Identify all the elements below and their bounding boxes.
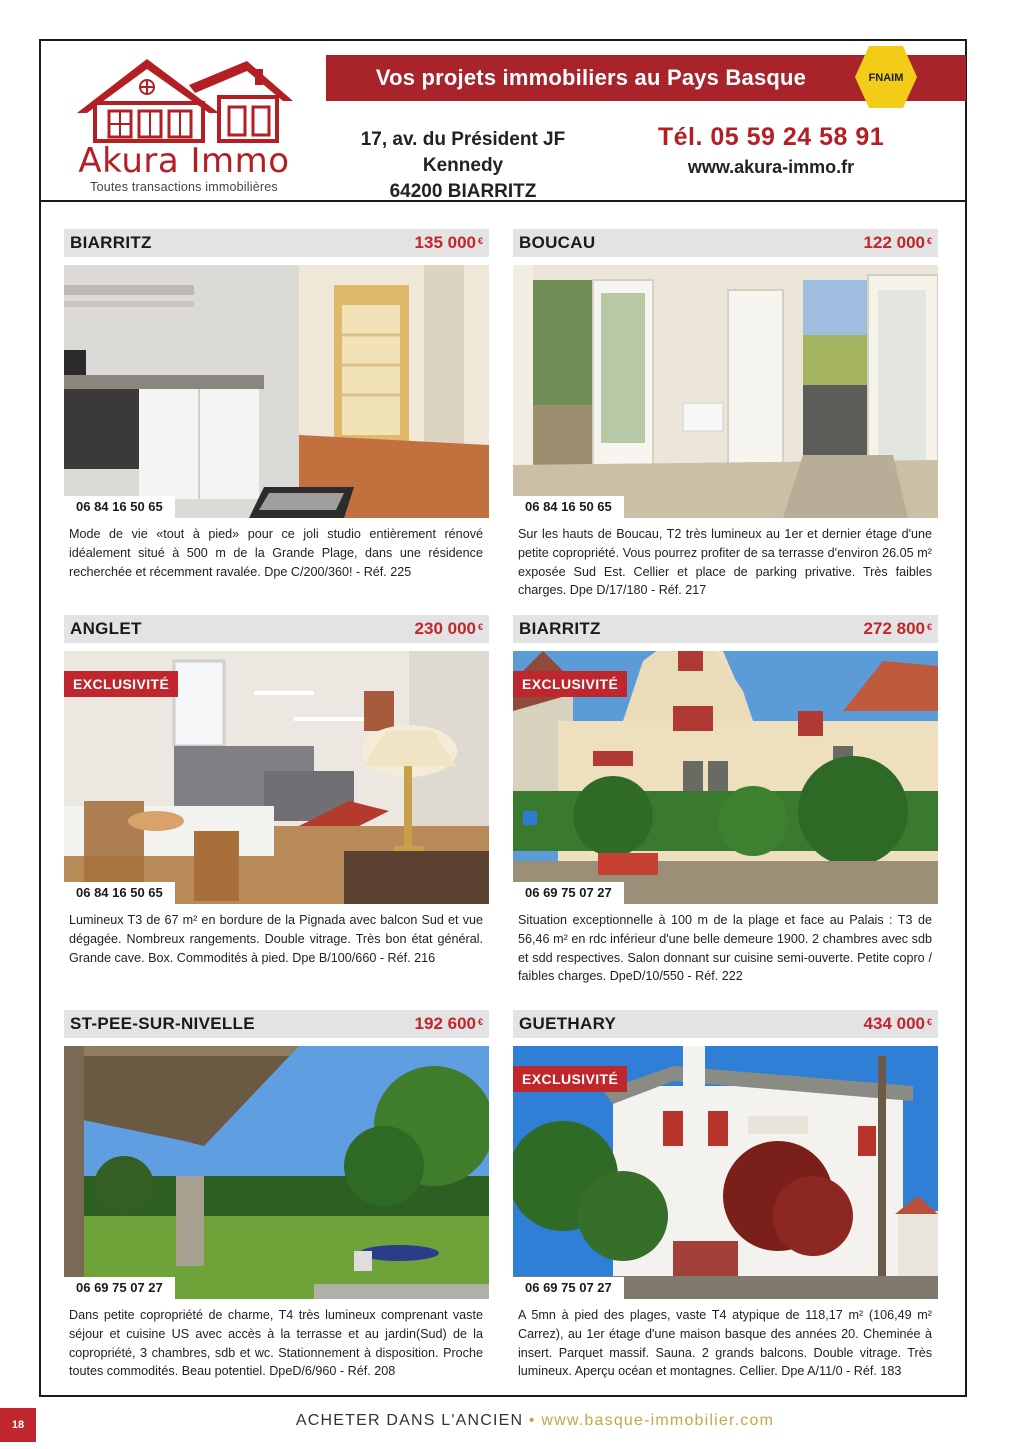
page-number: 18 [0, 1408, 36, 1442]
listing-description: Lumineux T3 de 67 m² en bordure de la Pignada avec balcon Sud et vue dégagée. Nombreux rangements. Double vitrage. Très bon état général. Grande cave. Box. Commodités à pied. Dpe B/100/660 - Réf. 216 [69, 913, 483, 965]
listing-header [64, 229, 489, 257]
banner-text: Vos projets immobiliers au Pays Basque [375, 65, 807, 90]
listing-photo[interactable] [64, 265, 489, 518]
listing-description: A 5mn à pied des plages, vaste T4 atypique de 118,17 m² (106,49 m² Carrez), au 1er étage d'une maison basque des années 20. Cheminée à insert. Parquet massif. Sauna. 2 grands balcons. Double vitrage. Très lumineux. Aperçu océan et montagnes. Cellier. Dpe A/11/0 - Réf. 183 [518, 1308, 932, 1379]
address-street: 17, av. du Président JF Kennedy [360, 129, 566, 176]
listing-description: Sur les hauts de Boucau, T2 très lumineux au 1er et dernier étage d'une petite copropriété. Vous pourrez profiter de sa terrasse d'environ 26.05 m² exposée Sud Est. Cellier et place de parking privative. Très faibles charges. Dpe D/17/180 - Réf. 217 [518, 527, 932, 598]
listing-price: 122 000 € [863, 233, 932, 252]
listing-price: 230 000 € [414, 619, 483, 638]
exclusive-badge: EXCLUSIVITÉ [513, 1066, 627, 1092]
footer-website-link[interactable]: www.basque-immobilier.com [541, 1412, 775, 1429]
listing-description: Mode de vie «tout à pied» pour ce joli studio entièrement rénové idéalement situé à 500 m de la Grande Plage, dans une résidence recherchée et récemment ravalée. Dpe C/200/360! - Réf. 225 [69, 527, 483, 579]
agency-phone[interactable]: Tél. 05 59 24 58 91 [657, 123, 885, 151]
terrace-doors-image [513, 265, 938, 518]
page-frame [39, 39, 967, 1397]
fnaim-badge-icon [851, 42, 921, 112]
listing-price: 192 600 € [414, 1014, 483, 1033]
agency-address [323, 127, 603, 205]
logo-name: Akura Immo [78, 141, 290, 181]
listing-header [64, 1010, 489, 1038]
listing-header [513, 1010, 938, 1038]
listing-photo[interactable] [513, 265, 938, 518]
agency-header [41, 41, 965, 202]
listing-header [513, 229, 938, 257]
contact-phone[interactable]: 06 69 75 07 27 [513, 1277, 624, 1299]
studio-kitchen-image [64, 265, 489, 518]
listing-city: ST-PEE-SUR-NIVELLE [70, 1014, 255, 1033]
address-city: 64200 BIARRITZ [389, 181, 537, 202]
house-logo-icon [69, 51, 295, 143]
agency-logo[interactable] [69, 51, 299, 194]
listing-city: BIARRITZ [519, 619, 601, 638]
listing-photo[interactable] [64, 651, 489, 904]
agency-website-link[interactable]: www.akura-immo.fr [687, 157, 855, 177]
listing-photo[interactable] [513, 1046, 938, 1299]
listing-city: ANGLET [70, 619, 142, 638]
exclusive-badge: EXCLUSIVITÉ [513, 671, 627, 697]
listing-city: BOUCAU [519, 233, 596, 252]
exclusive-badge: EXCLUSIVITÉ [64, 671, 178, 697]
footer-section: ACHETER DANS L'ANCIEN [295, 1412, 524, 1429]
listing-header [513, 615, 938, 643]
contact-phone[interactable]: 06 69 75 07 27 [513, 882, 624, 904]
listing-price: 434 000 € [863, 1014, 932, 1033]
listing-description: Dans petite copropriété de charme, T4 très lumineux comprenant vaste séjour et cuisine US avec accès à la terrasse et au jardin(Sud) de la copropriété, 3 chambres, sdb et wc. Stationnement à disposition. Proche toutes commodités. Beau potentiel. DpeD/6/960 - Réf. 208 [69, 1308, 483, 1379]
listing-photo[interactable] [513, 651, 938, 904]
footer-separator: • [528, 1412, 536, 1429]
header-banner [326, 55, 966, 101]
listing-header [64, 615, 489, 643]
listing-description: Situation exceptionnelle à 100 m de la plage et face au Palais : T3 de 56,46 m² en rdc inférieur d'une belle demeure 1900. 2 chambres avec sdb et sdd respectives. Salon donnant sur cuisine semi-ouverte. Petite copro / faibles charges. DpeD/10/550 - Réf. 222 [518, 913, 932, 984]
listing-price: 135 000 € [414, 233, 483, 252]
listing-city: GUETHARY [519, 1014, 617, 1033]
listing-city: BIARRITZ [70, 233, 152, 252]
listing-photo[interactable] [64, 1046, 489, 1299]
garden-terrace-image [64, 1046, 489, 1299]
listing-price: 272 800 € [863, 619, 932, 638]
logo-tagline: Toutes transactions immobilières [90, 180, 278, 194]
fnaim-badge-label: FNAIM [868, 72, 904, 84]
contact-phone[interactable]: 06 69 75 07 27 [64, 1277, 175, 1299]
contact-phone[interactable]: 06 84 16 50 65 [64, 496, 175, 518]
contact-phone[interactable]: 06 84 16 50 65 [513, 496, 624, 518]
contact-phone[interactable]: 06 84 16 50 65 [64, 882, 175, 904]
page-footer [200, 1412, 870, 1430]
